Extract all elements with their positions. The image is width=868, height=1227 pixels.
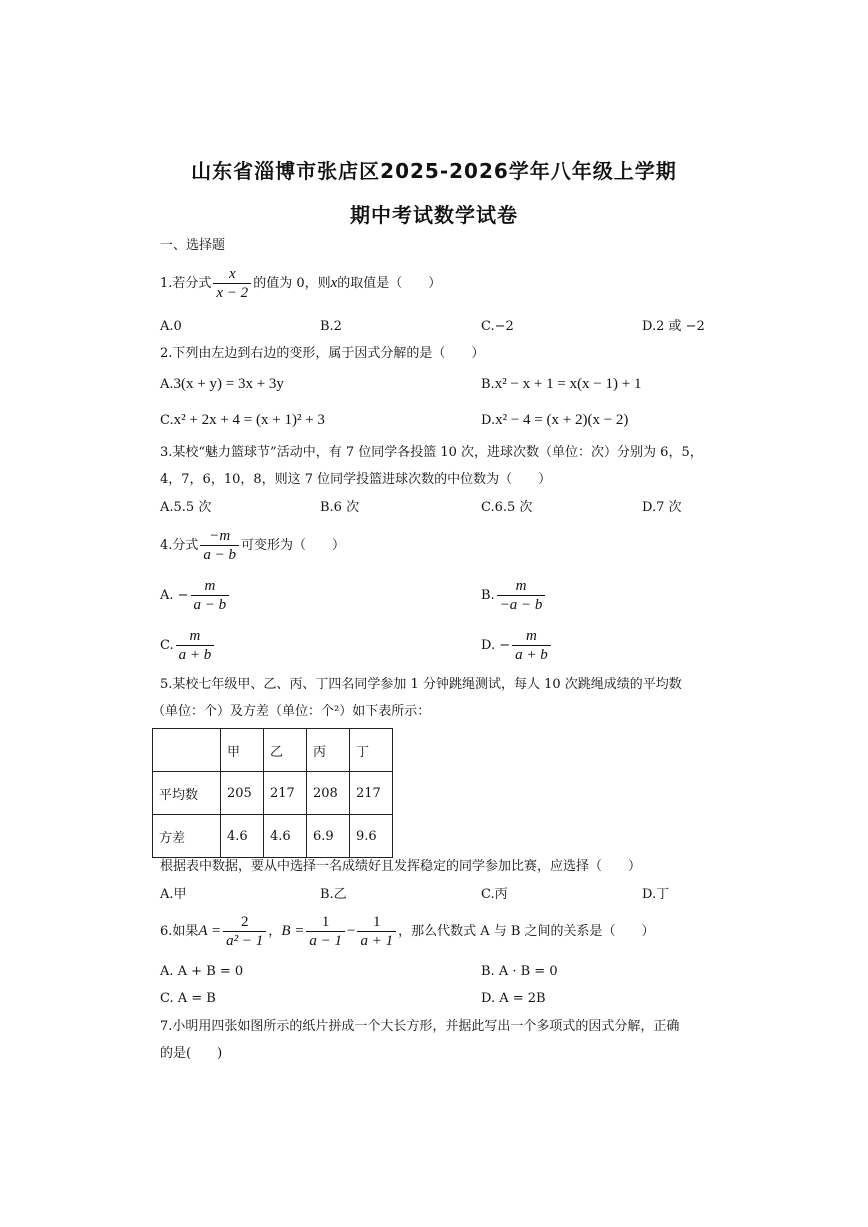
question-3-stem-line1: 3.某校“魅力篮球节”活动中，有 7 位同学各投篮 10 次，进球次数（单位：次）分别为 6，5，: [160, 445, 703, 460]
q4-suffix: 可变形为（ ）: [241, 538, 346, 553]
question-5-stem-line1: 5.某校七年级甲、乙、丙、丁四名同学参加 1 分钟跳绳测试，每人 10 次跳绳成绩的平均数: [160, 677, 682, 692]
q1-frac-den: x − 2: [216, 285, 249, 301]
q4-b-label: B.: [481, 588, 495, 603]
q6-b1-den: a − 1: [309, 933, 342, 949]
q2-option-b: [481, 375, 641, 394]
q6-b1-fraction: [306, 913, 345, 950]
q1-fraction: [213, 265, 251, 302]
q3-option-d: D.7 次: [642, 500, 682, 515]
exam-title-line1: 山东省淄博市张店区2025-2026学年八年级上学期: [191, 159, 677, 183]
q4-d-label: D. −: [481, 638, 511, 653]
table-cell: 平均数: [153, 772, 221, 815]
q2-c-expr: x² + 2x + 4 = (x + 1)² + 3: [173, 412, 325, 428]
q6-suffix: ，那么代数式 A 与 B 之间的关系是（ ）: [398, 924, 655, 939]
q2-a-label: A.: [160, 377, 174, 392]
q4-prefix: 4.分式: [160, 538, 199, 553]
q4-b-den: −a − b: [499, 597, 543, 613]
table-cell: 205: [221, 772, 264, 815]
q1-prefix: 1.若分式: [160, 276, 212, 291]
q1-option-d: D.2 或 −2: [642, 319, 705, 334]
q5-option-d: D.丁: [642, 887, 670, 902]
table-cell: 4.6: [264, 815, 307, 858]
q2-b-expr: x² − x + 1 = x(x − 1) + 1: [494, 376, 642, 392]
q1-option-a: A.0: [160, 319, 182, 334]
q6-b2-num: 1: [357, 913, 396, 932]
q4-b-num: m: [497, 577, 546, 596]
q4-option-d: [481, 627, 553, 664]
q2-option-d: [481, 411, 628, 430]
q5-option-b: B.乙: [320, 887, 347, 902]
q6-b2-fraction: [357, 913, 396, 950]
q2-d-label: D.: [481, 413, 496, 428]
q4-option-b: [481, 577, 547, 614]
q6-option-a: A. A + B = 0: [160, 964, 244, 979]
q4-a-label: A. −: [160, 588, 189, 603]
table-cell: 217: [264, 772, 307, 815]
table-cell: 208: [307, 772, 350, 815]
table-header-row: [153, 729, 393, 772]
table-cell: 4.6: [221, 815, 264, 858]
section-heading: 一、选择题: [160, 238, 226, 253]
q4-c-label: C.: [160, 638, 174, 653]
q3-option-b: B.6 次: [320, 500, 360, 515]
q4-c-num: m: [176, 627, 215, 646]
q2-option-a: [160, 375, 284, 394]
q3-option-c: C.6.5 次: [481, 500, 533, 515]
table-header-cell: [153, 729, 221, 772]
q4-option-a: [160, 577, 231, 614]
q1-option-c: C.−2: [481, 319, 514, 334]
q2-a-expr: 3(x + y) = 3x + 3y: [173, 376, 284, 392]
table-cell: 9.6: [350, 815, 393, 858]
table-header-cell: 甲: [221, 729, 264, 772]
q4-a-num: m: [191, 577, 230, 596]
q6-b-var: B =: [281, 923, 305, 939]
table-header-cell: 乙: [264, 729, 307, 772]
q6-a-num: 2: [223, 913, 266, 932]
q4-d-den: a + b: [515, 647, 548, 663]
q6-a-fraction: [223, 913, 266, 950]
table-header-cell: 丙: [307, 729, 350, 772]
q6-prefix: 6.如果: [160, 924, 199, 939]
q4-c-den: a + b: [178, 647, 212, 663]
q1-suffix-b: 的取值是（ ）: [337, 276, 442, 291]
question-7-line1: 7.小明用四张如图所示的纸片拼成一个大长方形，并据此写出一个多项式的因式分解，正确: [160, 1019, 680, 1034]
q6-minus: −: [346, 923, 356, 939]
q4-frac-num: −m: [200, 527, 239, 546]
question-2-stem: 2.下列由左边到右边的变形，属于因式分解的是（ ）: [160, 346, 485, 361]
question-1-stem: [160, 265, 441, 302]
q4-frac-den: a − b: [203, 547, 237, 563]
q2-b-label: B.: [481, 377, 495, 392]
exam-title-line2: 期中考试数学试卷: [350, 203, 518, 227]
q6-option-c: C. A = B: [160, 991, 216, 1006]
q6-b2-den: a + 1: [360, 933, 394, 949]
table-header-cell: 丁: [350, 729, 393, 772]
table-cell: 方差: [153, 815, 221, 858]
q5-option-c: C.丙: [481, 887, 508, 902]
q2-d-expr: x² − 4 = (x + 2)(x − 2): [495, 412, 629, 428]
q6-comma: ，: [268, 924, 282, 939]
table-cell: 6.9: [307, 815, 350, 858]
question-5-after: 根据表中数据，要从中选择一名成绩好且发挥稳定的同学参加比赛，应选择（ ）: [160, 859, 642, 874]
table-cell: 217: [350, 772, 393, 815]
q4-a-fraction: [191, 577, 230, 614]
q4-d-fraction: [512, 627, 551, 664]
q2-option-c: [160, 411, 325, 430]
q1-suffix-a: 的值为 0，则: [253, 276, 331, 291]
q4-b-fraction: [497, 577, 546, 614]
question-7-line2: 的是( ): [160, 1046, 223, 1061]
table-row: [153, 772, 393, 815]
question-6-stem: [160, 913, 655, 950]
scores-table: [152, 728, 393, 858]
q6-option-d: D. A = 2B: [481, 991, 546, 1006]
q6-b1-num: 1: [306, 913, 345, 932]
q6-a-den: a² − 1: [226, 933, 264, 949]
table-row: [153, 815, 393, 858]
q1-option-b: B.2: [320, 319, 342, 334]
q4-a-den: a − b: [193, 597, 227, 613]
q4-fraction: [200, 527, 239, 564]
q3-option-a: A.5.5 次: [160, 500, 212, 515]
q4-c-fraction: [176, 627, 215, 664]
question-3-stem-line2: 4，7，6，10，8，则这 7 位同学投篮进球次数的中位数为（ ）: [160, 472, 552, 487]
q6-option-b: B. A · B = 0: [481, 964, 558, 979]
q6-a-var: A =: [198, 923, 222, 939]
q4-d-num: m: [512, 627, 551, 646]
q1-var: x: [330, 275, 338, 291]
question-4-stem: [160, 527, 345, 564]
q2-c-label: C.: [160, 413, 174, 428]
q4-option-c: [160, 627, 216, 664]
question-5-stem-line2: （单位：个）及方差（单位：个²）如下表所示：: [152, 704, 431, 719]
q5-option-a: A.甲: [160, 887, 187, 902]
q1-frac-num: x: [213, 265, 251, 284]
